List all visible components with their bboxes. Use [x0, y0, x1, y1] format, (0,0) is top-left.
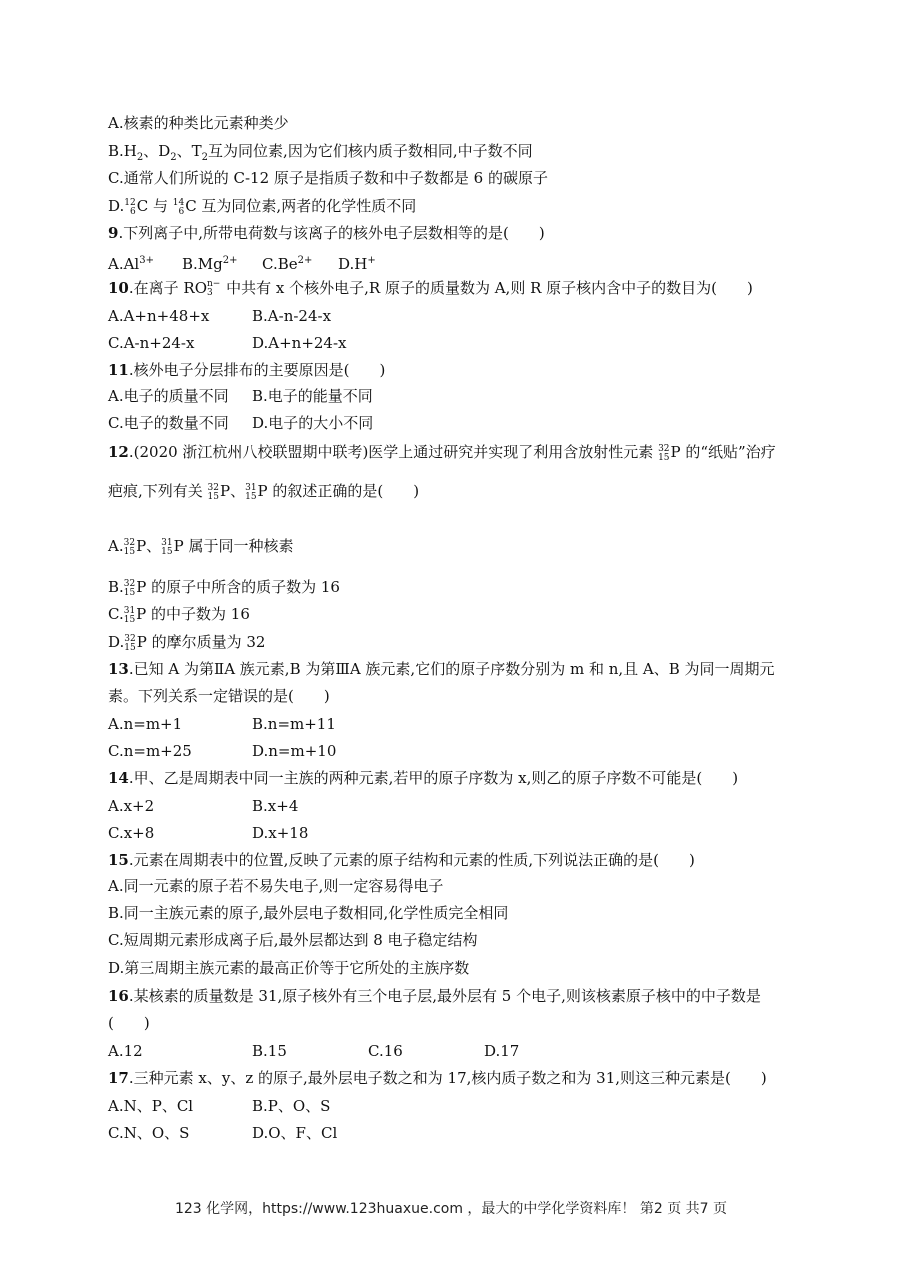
q14-option-c: C.x+8: [108, 824, 155, 842]
q11-option-a: A.电子的质量不同: [108, 387, 229, 405]
page-footer: 123 化学网，https://www.123huaxue.com ，最大的中学化学资料库！ 第2 页 共7 页: [174, 1201, 728, 1217]
q12-stem-2: 疤痕,下列有关 32 15 P、 31 15 P 的叙述正确的是( ): [108, 482, 420, 502]
q17-option-b: B.P、O、S: [252, 1097, 331, 1115]
q17-option-a: A.N、P、Cl: [108, 1097, 194, 1115]
q9-stem: 9.下列离子中,所带电荷数与该离子的核外电子层数相等的是( ): [108, 224, 545, 242]
nuclide-p32: 32 15: [207, 483, 219, 502]
q17-stem: 17.三种元素 x、y、z 的原子,最外层电子数之和为 17,核内质子数之和为 31,则这三种元素是( ): [108, 1069, 767, 1087]
q17-option-d: D.O、F、Cl: [252, 1124, 338, 1142]
q9-option-a: $A.Al^{3+}$: [108, 255, 154, 273]
q15-option-a: A.同一元素的原子若不易失电子,则一定容易得电子: [108, 877, 444, 895]
q11-option-b: B.电子的能量不同: [252, 387, 373, 405]
nuclide-p31: 31 15: [245, 483, 257, 502]
q14-option-b: B.x+4: [252, 797, 299, 815]
nuclide-p32: 32 15: [123, 538, 136, 557]
q14-option-d: D.x+18: [252, 824, 309, 842]
q10-stem: 10.在离子 RO n− 3 中共有 x 个核外电子,R 原子的质量数为 A,则 R 原子核内含中子的数目为( ): [108, 279, 753, 298]
q8-option-d: D. 12 6 C 与 14 6 C 互为同位素,两者的化学性质不同: [108, 197, 417, 217]
q10-option-a: A.A+n+48+x: [108, 307, 210, 325]
q13-stem: 13.已知 A 为第ⅡA 族元素,B 为第ⅢA 族元素,它们的原子序数分别为 m 和 n,且 A、B 为同一周期元: [108, 660, 775, 678]
q15-option-b: B.同一主族元素的原子,最外层电子数相同,化学性质完全相同: [108, 904, 509, 922]
ion-charge: n− 3: [207, 279, 221, 298]
q11-option-d: D.电子的大小不同: [252, 414, 374, 432]
q8-option-a: A.核素的种类比元素种类少: [108, 114, 289, 132]
q13-option-c: C.n=m+25: [108, 742, 192, 760]
q16-stem: 16.某核素的质量数是 31,原子核外有三个电子层,最外层有 5 个电子,则该核素原子核中的中子数是: [108, 987, 761, 1005]
nuclide-c12: 12 6: [124, 198, 136, 217]
q16-option-b: B.15: [252, 1042, 287, 1060]
q9-option-c: $C.Be^{2+}$: [262, 255, 313, 273]
q10-option-c: C.A-n+24-x: [108, 334, 195, 352]
q13-option-d: D.n=m+10: [252, 742, 337, 760]
q12-option-b: B. 32 15 P 的原子中所含的质子数为 16: [108, 578, 340, 598]
q8-option-c: C.通常人们所说的 C-12 原子是指质子数和中子数都是 6 的碳原子: [108, 169, 548, 187]
q11-option-c: C.电子的数量不同: [108, 414, 229, 432]
q15-option-c: C.短周期元素形成离子后,最外层都达到 8 电子稳定结构: [108, 931, 478, 949]
q16-option-c: C.16: [368, 1042, 403, 1060]
q15-stem: 15.元素在周期表中的位置,反映了元素的原子结构和元素的性质,下列说法正确的是( ): [108, 851, 695, 869]
nuclide-p32: 32 15: [658, 444, 670, 463]
q8-option-b: $B.H_2$、$D_2$、$T_2$互为同位素,因为它们核内质子数相同,中子数不同: [108, 142, 533, 163]
q11-stem: 11.核外电子分层排布的主要原因是( ): [108, 361, 386, 379]
q9-option-d: D.H+: [338, 255, 376, 273]
q13-option-b: B.n=m+11: [252, 715, 336, 733]
q9-option-b: $B.Mg^{2+}$: [182, 255, 238, 273]
q15-option-d: D.第三周期主族元素的最高正价等于它所处的主族序数: [108, 959, 470, 977]
q16-option-d: D.17: [484, 1042, 520, 1060]
q12-option-a: A. 32 15 P、 31 15 P 属于同一种核素: [108, 537, 294, 557]
q16-option-a: A.12: [108, 1042, 143, 1060]
q13-option-a: A.n=m+1: [108, 715, 183, 733]
nuclide-p31: 31 15: [161, 538, 173, 557]
q12-option-c: C. 31 15 P 的中子数为 16: [108, 605, 250, 625]
nuclide-c14: 14 6: [172, 198, 185, 217]
nuclide-p32: 32 15: [124, 634, 136, 653]
q10-option-b: B.A-n-24-x: [252, 307, 332, 325]
q14-stem: 14.甲、乙是周期表中同一主族的两种元素,若甲的原子序数为 x,则乙的原子序数不可能是( ): [108, 769, 739, 787]
q10-option-d: D.A+n+24-x: [252, 334, 347, 352]
q17-option-c: C.N、O、S: [108, 1124, 190, 1142]
q12-option-d: D. 32 15 P 的摩尔质量为 32: [108, 633, 266, 653]
nuclide-p31: 31 15: [123, 606, 136, 625]
q13-stem-2: 素。下列关系一定错误的是( ): [108, 687, 330, 705]
q16-stem-2: ( ): [108, 1014, 150, 1032]
nuclide-p32: 32 15: [123, 579, 136, 598]
q14-option-a: A.x+2: [108, 797, 155, 815]
q12-stem: 12.(2020 浙江杭州八校联盟期中联考)医学上通过研究并实现了利用含放射性元素 32 15 P 的“纸贴”治疗: [108, 443, 776, 463]
